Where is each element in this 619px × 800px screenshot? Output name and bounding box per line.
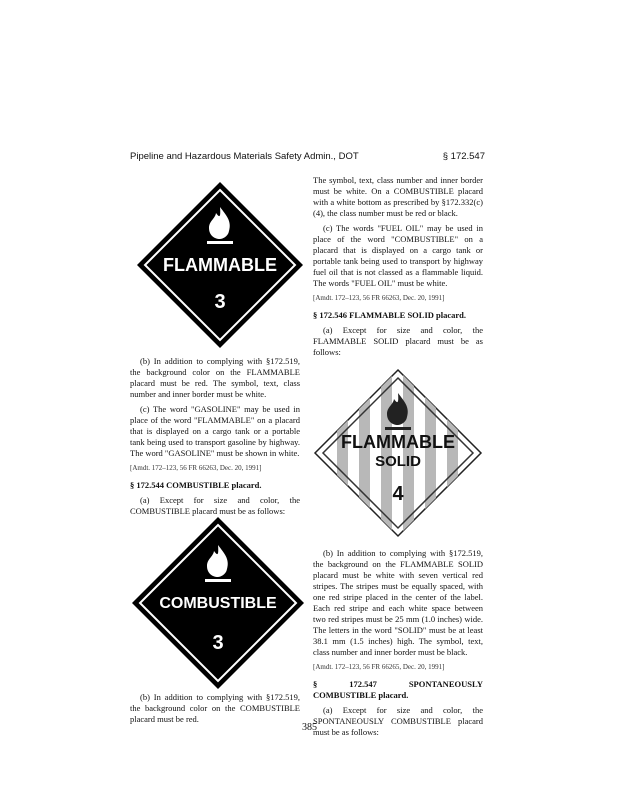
page-number: 385 — [302, 722, 317, 733]
para-172-544-c: (c) The words "FUEL OIL" may be used in place of the word "COMBUSTIBLE" on a placard that is displayed on a cargo tank or portable tank being used to transport by highway fuel oil that is not classed as a flammable liquid. The words "FUEL OIL" must be white. — [313, 223, 483, 288]
flammable-solid-placard — [313, 368, 483, 538]
amendment-note: [Amdt. 172–123, 56 FR 66263, Dec. 20, 1991] — [313, 294, 445, 302]
placard-word-2: SOLID — [375, 453, 421, 470]
header-section: § 172.547 — [442, 151, 485, 162]
para-172-544-b-cont: The symbol, text, class number and inner border must be white. On a COMBUSTIBLE placard with a white bottom as prescribed by §172.332(c)(4), the class number must be red or black. — [313, 175, 483, 218]
right-column-lower — [313, 548, 483, 742]
section-heading-172-544: § 172.544 COMBUSTIBLE placard. — [130, 480, 262, 490]
right-column-upper — [313, 175, 483, 362]
para-172-543-c: (c) The word "GASOLINE" may be used in place of the word "FLAMMABLE" on a placard that is displayed on a cargo tank or a portable tank being used to transport gasoline by highway. The word "GASOLINE" must be shown in white. — [130, 404, 300, 458]
left-column-upper — [130, 356, 300, 521]
placard-word: FLAMMABLE — [163, 255, 277, 275]
flammable-placard — [135, 180, 305, 350]
combustible-placard — [130, 515, 306, 691]
running-header — [130, 151, 485, 165]
para-172-546-b: (b) In addition to complying with §172.519, the background on the FLAMMABLE SOLID placard must be white with seven vertical red stripes. The stripes must be equally spaced, with one red stripe placed in the center of the label. Each red stripe and each white space between two red stripes must be 25 mm (1.0 inches) wide. The letters in the word "SOLID" must be at least 38.1 mm (1.5 inches) high. The symbol, text, class number and inner border must be black. — [313, 548, 483, 657]
para-172-544-a: (a) Except for size and color, the COMBUSTIBLE placard must be as follows: — [130, 495, 300, 516]
section-heading-172-546: § 172.546 FLAMMABLE SOLID placard. — [313, 310, 467, 320]
amendment-note: [Amdt. 172–123, 56 FR 66265, Dec. 20, 1991] — [313, 663, 445, 671]
header-agency: Pipeline and Hazardous Materials Safety Admin., DOT — [130, 151, 359, 162]
placard-class-number: 3 — [212, 632, 224, 654]
para-172-546-a: (a) Except for size and color, the FLAMMABLE SOLID placard must be as follows: — [313, 325, 483, 357]
placard-word-1: FLAMMABLE — [341, 432, 455, 452]
amendment-note: [Amdt. 172–123, 56 FR 66263, Dec. 20, 1991] — [130, 464, 262, 472]
placard-class-number: 3 — [214, 291, 226, 313]
section-heading-172-547: § 172.547 SPONTANEOUSLY COMBUSTIBLE placard. — [313, 679, 483, 700]
para-172-543-b: (b) In addition to complying with §172.519, the background color on the FLAMMABLE placard must be red. The symbol, text, class number and inner border must be white. — [130, 356, 300, 399]
placard-class-number: 4 — [392, 483, 404, 505]
placard-word: COMBUSTIBLE — [159, 595, 277, 612]
para-172-544-b: (b) In addition to complying with §172.519, the background color on the COMBUSTIBLE placard must be red. — [130, 692, 300, 724]
para-172-547-a: (a) Except for size and color, the SPONTANEOUSLY COMBUSTIBLE placard must be as follows: — [313, 705, 483, 737]
